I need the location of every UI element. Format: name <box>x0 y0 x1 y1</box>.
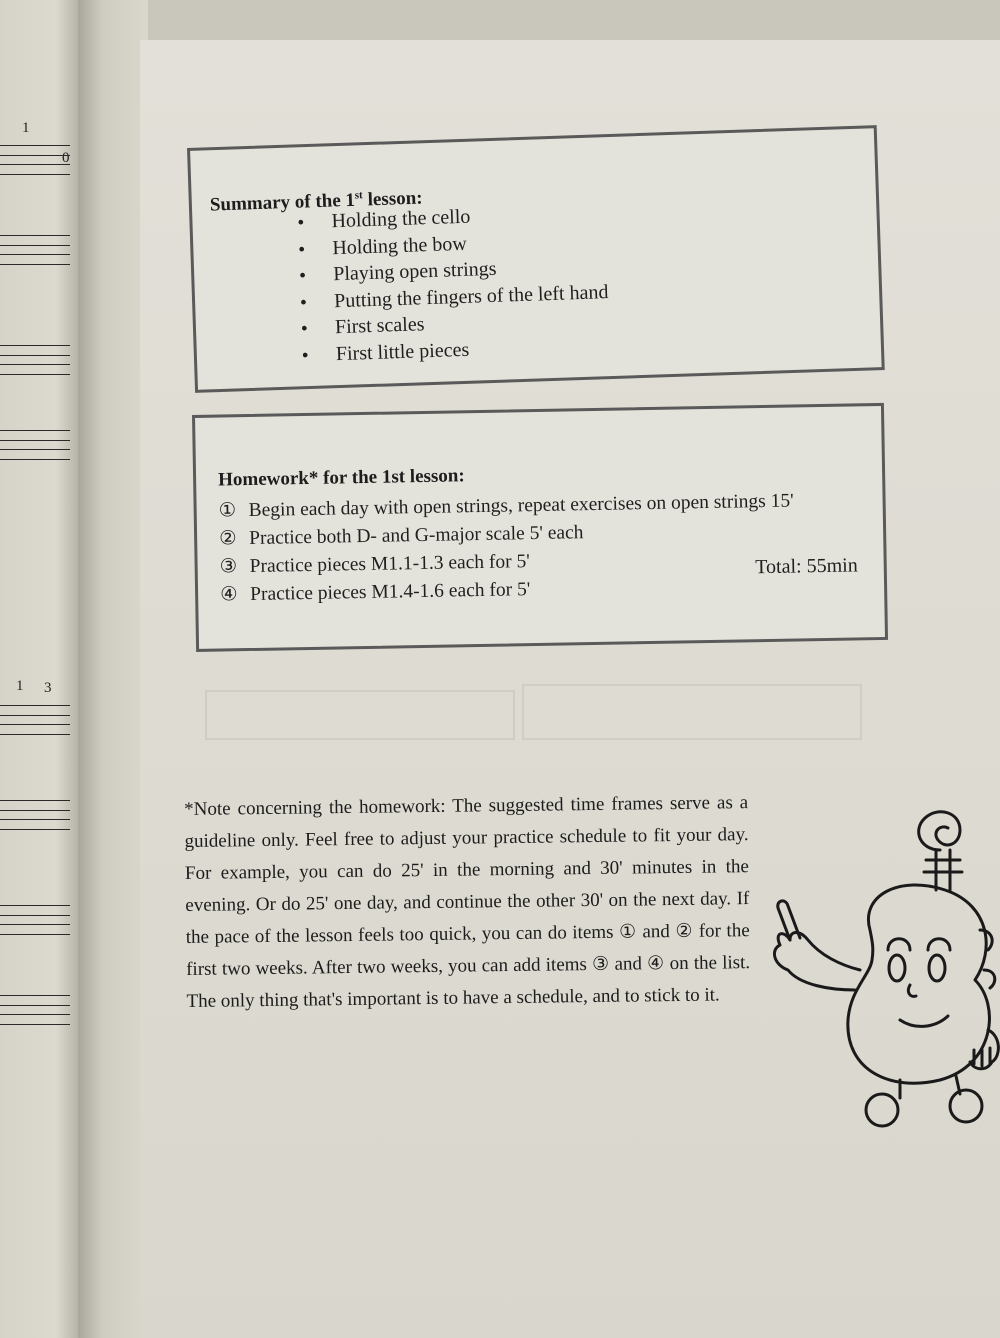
item-marker: ④ <box>219 584 238 606</box>
summary-item: ● Holding the cello <box>297 199 606 236</box>
homework-item: ③ Practice pieces M1.1-1.3 each for 5' <box>219 544 794 582</box>
show-through-box <box>522 684 862 740</box>
left-page-number: 3 <box>44 680 52 696</box>
music-staff <box>0 800 70 830</box>
item-marker: ① <box>218 500 237 522</box>
music-staff <box>0 905 70 935</box>
left-page-number: 0 <box>62 150 70 166</box>
item-marker: ② <box>218 528 237 550</box>
music-staff <box>0 995 70 1025</box>
item-marker: ③ <box>219 556 238 578</box>
summary-box <box>187 125 885 393</box>
homework-heading: Homework* for the 1st lesson: <box>217 465 465 491</box>
left-page-number: 1 <box>16 678 24 694</box>
music-staff <box>0 345 70 375</box>
homework-item: ④ Practice pieces M1.4-1.6 each for 5' <box>220 572 795 610</box>
homework-item: ② Practice both D- and G-major scale 5' each <box>219 516 794 554</box>
cello-mascot-illustration <box>760 780 1000 1130</box>
book-gutter <box>78 0 148 1338</box>
summary-item: ● First scales <box>301 305 610 342</box>
homework-note: *Note concerning the homework: The suggested time frames serve as a guideline only. Feel free to adjust your practice schedule to fit your day. For example, you can do 25' in the morning and 30' minutes in the evening. Or do 25' one day, and continue the other 30' on the next day. If the pace of the lesson feels too quick, you can do items ① and ② for the first two weeks. After two weeks, you can add items ③ and ④ on the list. The only thing that's important is to have a schedule, and to stick to it. <box>184 792 751 1012</box>
music-staff <box>0 705 70 735</box>
left-page-number: 1 <box>22 120 30 136</box>
show-through-box <box>205 690 515 740</box>
left-page <box>0 0 80 1338</box>
summary-item: ● Holding the bow <box>298 226 607 263</box>
summary-list <box>297 199 610 368</box>
summary-heading: Summary of the 1st lesson: <box>209 187 423 216</box>
homework-item: ① Begin each day with open strings, repeat exercises on open strings 15' <box>218 488 793 526</box>
homework-box <box>192 403 888 652</box>
homework-total: Total: 55min <box>755 554 858 579</box>
summary-item: ● Playing open strings <box>299 252 608 289</box>
music-staff <box>0 145 70 175</box>
homework-list <box>218 488 795 610</box>
music-staff <box>0 235 70 265</box>
summary-item: ● Putting the fingers of the left hand <box>300 279 609 316</box>
music-staff <box>0 430 70 460</box>
summary-item: ● First little pieces <box>301 332 610 369</box>
